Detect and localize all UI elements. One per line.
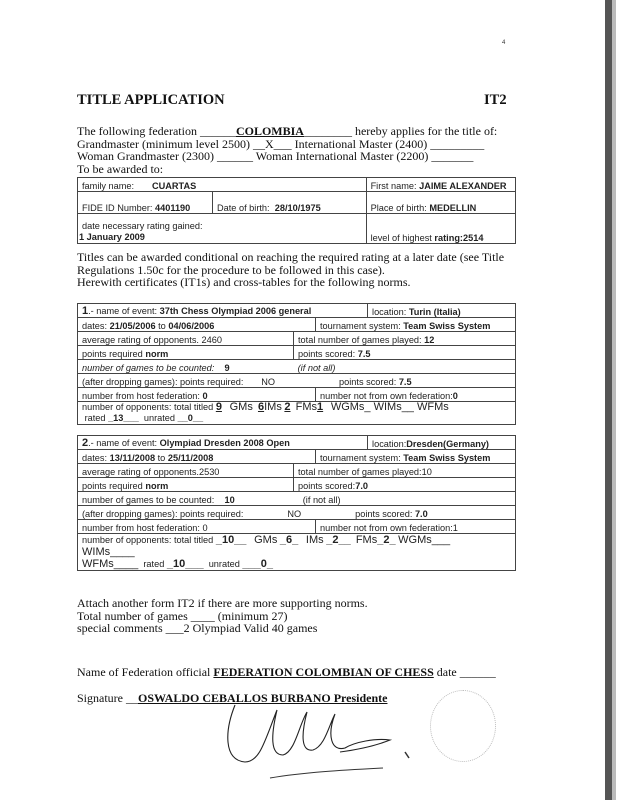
event-name: Olympiad Dresden 2008 Open bbox=[159, 438, 290, 448]
dates-cell: dates: 21/05/2006 to 04/06/2006 bbox=[78, 318, 316, 332]
conditional-note: Titles can be awarded conditional on reaching the required rating at a later date (see Title Regulations 1.50c for the procedure to be followed in this case). Herewith certificates (IT1s) and cross-tables for the following norms. bbox=[77, 250, 505, 289]
page-mark: 4 bbox=[502, 40, 506, 46]
highest-rating: rating:2514 bbox=[434, 233, 484, 243]
total-games: Total number of games ____ (minimum 27) bbox=[77, 608, 288, 623]
player-table bbox=[77, 177, 516, 244]
not-own-fed-cell: number not from own federation:0 bbox=[316, 388, 516, 402]
avg-rating-cell: average rating of opponents.2530 bbox=[78, 464, 294, 478]
awarded-to: To be awarded to: bbox=[77, 161, 164, 176]
family-name-cell: family name: CUARTAS bbox=[78, 178, 367, 192]
family-name: CUARTAS bbox=[151, 181, 197, 191]
location-cell: location: Turin (Italia) bbox=[368, 304, 516, 318]
event-name: 37th Chess Olympiad 2006 general bbox=[159, 306, 312, 316]
points-scored-cell: points scored: 7.5 bbox=[294, 346, 516, 360]
fide-id: 4401190 bbox=[155, 203, 191, 213]
first-name-cell: First name: JAIME ALEXANDER bbox=[366, 178, 515, 192]
federation-prefix: The following federation ______ bbox=[77, 124, 236, 138]
location: Dresden(Germany) bbox=[406, 439, 489, 449]
official-seal bbox=[430, 690, 496, 762]
host-fed-cell: number from host federation: 0 bbox=[78, 388, 316, 402]
points-required-cell: points required norm bbox=[78, 478, 294, 492]
federation-official: FEDERATION COLOMBIAN OF CHESS bbox=[213, 665, 434, 679]
pob-cell: Place of birth: MEDELLIN bbox=[366, 192, 515, 214]
event-name-cell: 2.- name of event: Olympiad Dresden 2008 Open bbox=[78, 436, 368, 450]
intro bbox=[77, 125, 497, 175]
dob-cell: Date of birth: 28/10/1975 bbox=[213, 192, 367, 214]
host-fed-cell: number from host federation: 0 bbox=[78, 520, 316, 534]
signatory: OSWALDO CEBALLOS BURBANO Presidente bbox=[138, 691, 388, 705]
after-dropping-cell: (after dropping games): points required: NO points scored: 7.0 bbox=[78, 506, 516, 520]
highest-rating-cell: level of highest rating:2514 bbox=[366, 214, 515, 244]
federation-value: COLOMBIA bbox=[235, 124, 304, 138]
federation-official-line: Name of Federation official FEDERATION COLOMBIAN OF CHESS date ______ bbox=[77, 665, 496, 679]
first-name: JAIME ALEXANDER bbox=[419, 181, 507, 191]
footer-notes bbox=[77, 597, 368, 635]
norm-table-1 bbox=[77, 303, 516, 425]
handwritten-signature bbox=[215, 700, 415, 790]
scan-edge-shadow bbox=[612, 0, 616, 800]
points-required-cell: points required norm bbox=[78, 346, 294, 360]
games-played-cell: total number of games played:10 bbox=[294, 464, 516, 478]
system-cell: tournament system: Team Swiss System bbox=[316, 450, 516, 464]
federation-suffix: ________ hereby applies for the title of: bbox=[303, 124, 498, 138]
after-dropping-cell: (after dropping games): points required: NO points scored: 7.5 bbox=[78, 374, 516, 388]
scan-edge bbox=[605, 0, 612, 800]
games-counted-cell: number of games to be counted: 10 (if not all) bbox=[78, 492, 516, 506]
opponents-cell: number of opponents: total titled 9 GMs 6IMs 2 FMs1 WGMs_ WIMs__ WFMs rated _13___ unrated __0__ bbox=[78, 402, 516, 425]
signature-line: Signature __OSWALDO CEBALLOS BURBANO Presidente bbox=[77, 691, 388, 705]
points-scored-cell: points scored:7.0 bbox=[294, 478, 516, 492]
norm-table-2 bbox=[77, 435, 516, 571]
attach-note: Attach another form IT2 if there are more supporting norms. bbox=[77, 596, 368, 610]
form-code: IT2 bbox=[484, 92, 507, 108]
title-line-gm: Grandmaster (minimum level 2500) __X___ International Master (2400) _________ bbox=[77, 136, 485, 151]
dates-cell: dates: 13/11/2008 to 25/11/2008 bbox=[78, 450, 316, 464]
avg-rating-cell: average rating of opponents. 2460 bbox=[78, 332, 294, 346]
pob: MEDELLIN bbox=[429, 203, 477, 213]
opponents-cell: number of opponents: total titled _10__ GMs _6_ IMs _2__ FMs_2_ WGMs___ WIMs____ WFMs____ rated _10___ unrated ___0_ bbox=[78, 534, 516, 571]
rating-date: 1 January 2009 bbox=[79, 232, 145, 242]
rating-date-cell: date necessary rating gained: 1 January 2009 bbox=[78, 214, 367, 244]
location-cell: location:Dresden(Germany) bbox=[368, 436, 516, 450]
games-played-cell: total number of games played: 12 bbox=[294, 332, 516, 346]
title-line-wgm: Woman Grandmaster (2300) ______ Woman International Master (2200) _______ bbox=[77, 149, 474, 163]
dob: 28/10/1975 bbox=[274, 203, 321, 213]
fide-id-cell: FIDE ID Number: 4401190 bbox=[78, 192, 213, 214]
location: Turin (Italia) bbox=[408, 307, 461, 317]
not-own-fed-cell: number not from own federation:1 bbox=[316, 520, 516, 534]
games-counted-cell: number of games to be counted: 9 (if not all) bbox=[78, 360, 516, 374]
system-cell: tournament system: Team Swiss System bbox=[316, 318, 516, 332]
event-name-cell: 1.- name of event: 37th Chess Olympiad 2006 general bbox=[78, 304, 368, 318]
special-comments: special comments ___2 Olympiad Valid 40 games bbox=[77, 621, 318, 635]
form-title: TITLE APPLICATION bbox=[77, 92, 225, 108]
